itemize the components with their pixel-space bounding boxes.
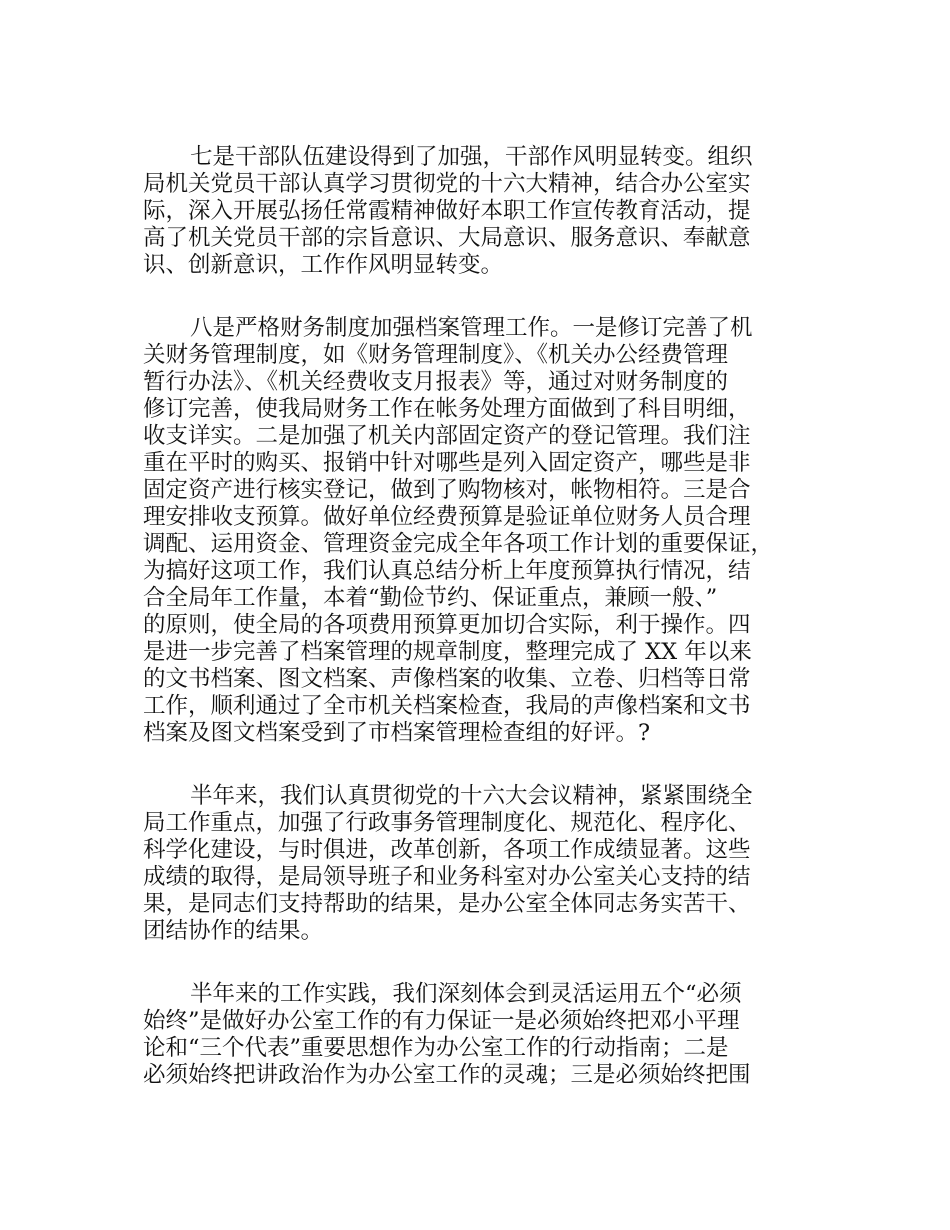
paragraph-line: 八是严格财务制度加强档案管理工作。一是修订完善了机: [190, 315, 753, 341]
paragraph-line: 必须始终把讲政治作为办公室工作的灵魂；三是必须始终把围: [143, 1062, 751, 1088]
paragraph-line: 成绩的取得，是局领导班子和业务科室对办公室关心支持的结: [143, 864, 751, 890]
paragraph-line: 的原则，使全局的各项费用预算更加切合实际，利于操作。四: [143, 612, 751, 638]
paragraph-line: 半年来，我们认真贯彻党的十六大会议精神，紧紧围绕全: [190, 783, 753, 809]
paragraph-line: 局机关党员干部认真学习贯彻党的十六大精神，结合办公室实: [143, 171, 751, 197]
paragraph-line: 局工作重点，加强了行政事务管理制度化、规范化、程序化、: [143, 810, 751, 836]
paragraph-line: 的文书档案、图文档案、声像档案的收集、立卷、归档等日常: [143, 666, 751, 692]
paragraph-line: 始终”是做好办公室工作的有力保证一是必须始终把邓小平理: [143, 1008, 740, 1034]
paragraph-line: 际，深入开展弘扬任常霞精神做好本职工作宣传教育活动，提: [143, 198, 751, 224]
paragraph-line: 档案及图文档案受到了市档案管理检查组的好评。?: [143, 720, 651, 746]
paragraph-line: 暂行办法》、《机关经费收支月报表》等，通过对财务制度的: [143, 369, 729, 395]
paragraph-line: 为搞好这项工作，我们认真总结分析上年度预算执行情况，结: [143, 558, 751, 584]
paragraph-line: 理安排收支预算。做好单位经费预算是验证单位财务人员合理: [143, 504, 751, 530]
paragraph-line: 重在平时的购买、报销中针对哪些是列入固定资产，哪些是非: [143, 450, 751, 476]
paragraph-line: 科学化建设，与时俱进，改革创新，各项工作成绩显著。这些: [143, 837, 751, 863]
paragraph-line: 合全局年工作量，本着“勤俭节约、保证重点，兼顾一般、”: [143, 585, 718, 611]
paragraph-line: 关财务管理制度，如《财务管理制度》、《机关办公经费管理: [143, 342, 729, 368]
paragraph-line: 修订完善，使我局财务工作在帐务处理方面做到了科目明细，: [143, 396, 751, 422]
paragraph-line: 固定资产进行核实登记，做到了购物核对，帐物相符。三是合: [143, 477, 751, 503]
paragraph-line: 论和“三个代表”重要思想作为办公室工作的行动指南；二是: [143, 1035, 729, 1061]
paragraph-line: 高了机关党员干部的宗旨意识、大局意识、服务意识、奉献意: [143, 225, 751, 251]
paragraph-line: 调配、运用资金、管理资金完成全年各项工作计划的重要保证，: [143, 531, 774, 557]
paragraph-line: 工作，顺利通过了全市机关档案检查，我局的声像档案和文书: [143, 693, 751, 719]
paragraph-line: 识、创新意识，工作作风明显转变。: [143, 252, 504, 278]
paragraph-line: 团结协作的结果。: [143, 918, 324, 944]
paragraph-line: 收支详实。二是加强了机关内部固定资产的登记管理。我们注: [143, 423, 751, 449]
paragraph-line: 半年来的工作实践，我们深刻体会到灵活运用五个“必须: [190, 981, 742, 1007]
paragraph-line: 果，是同志们支持帮助的结果，是办公室全体同志务实苦干、: [143, 891, 751, 917]
paragraph-line: 是进一步完善了档案管理的规章制度，整理完成了 XX 年以来: [143, 639, 752, 665]
paragraph-line: 七是干部队伍建设得到了加强，干部作风明显转变。组织: [190, 144, 753, 170]
